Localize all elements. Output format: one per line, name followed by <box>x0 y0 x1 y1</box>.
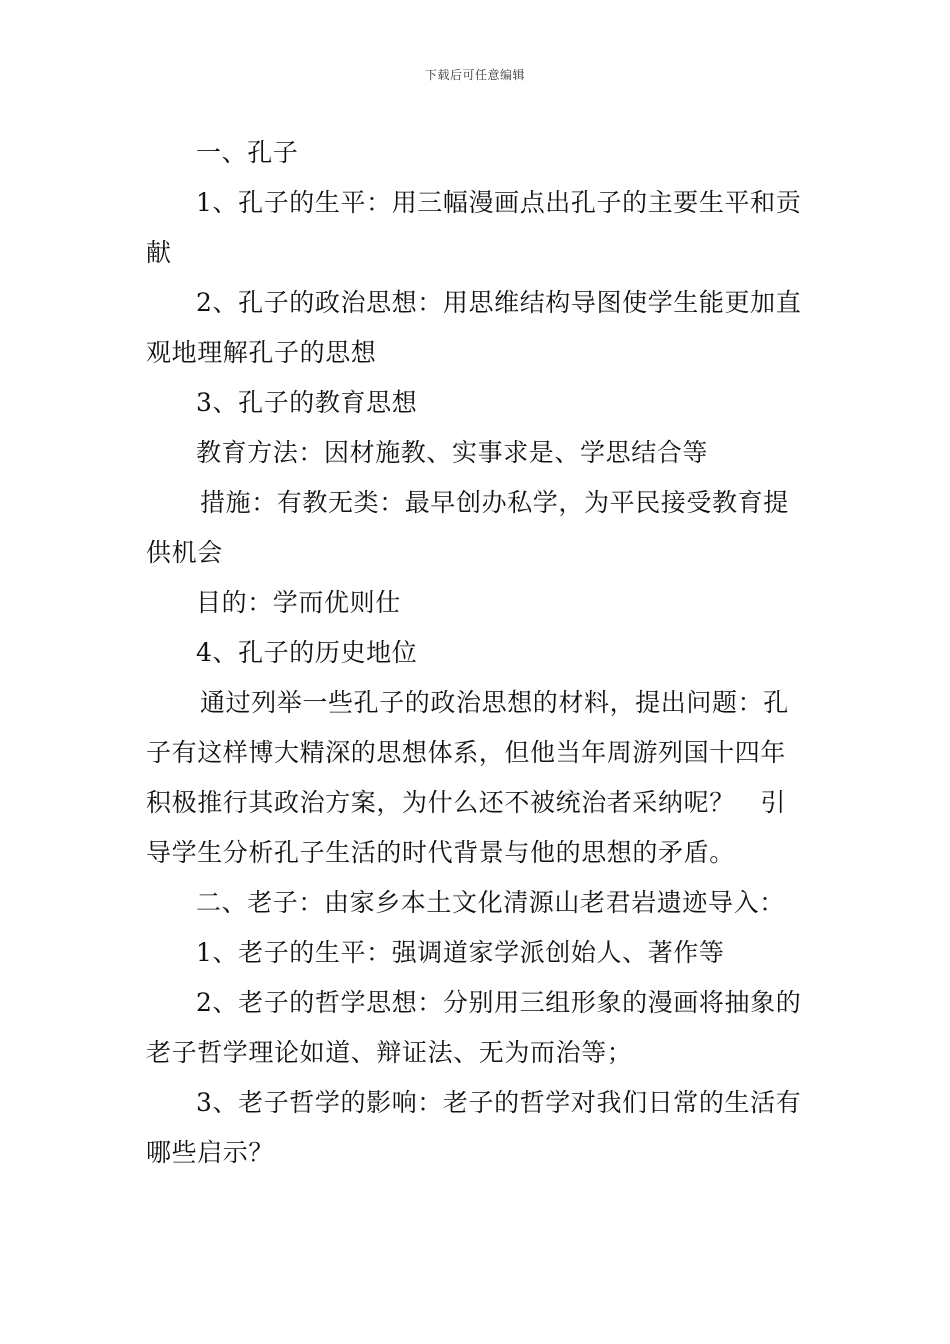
paragraph-laozi-influence: 3、老子哲学的影响：老子的哲学对我们日常的生活有哪些启示？ <box>146 1088 802 1167</box>
paragraph-laozi-life: 1、老子的生平：强调道家学派创始人、著作等 <box>196 938 725 967</box>
paragraph-education-measures: 措施：有教无类：最早创办私学，为平民接受教育提供机会 <box>146 488 789 567</box>
paragraph-confucius-politics: 2、孔子的政治思想：用思维结构导图使学生能更加直观地理解孔子的思想 <box>146 288 802 367</box>
paragraph-confucius-life: 1、孔子的生平：用三幅漫画点出孔子的主要生平和贡献 <box>146 188 802 267</box>
document-body <box>146 128 810 1178</box>
section-heading-confucius: 一、孔子 <box>196 138 299 167</box>
paragraph-education-methods: 教育方法：因材施教、实事求是、学思结合等 <box>196 438 709 467</box>
header-note: 下载后可任意编辑 <box>424 68 525 82</box>
paragraph-laozi-philosophy: 2、老子的哲学思想：分别用三组形象的漫画将抽象的老子哲学理论如道、辩证法、无为而治等； <box>146 988 802 1067</box>
paragraph-confucius-status: 4、孔子的历史地位 <box>196 638 418 667</box>
paragraph-confucius-education: 3、孔子的教育思想 <box>196 388 418 417</box>
section-heading-laozi: 二、老子：由家乡本土文化清源山老君岩遗迹导入： <box>196 888 785 917</box>
paragraph-education-purpose: 目的：学而优则仕 <box>196 588 401 617</box>
paragraph-discussion-question: 通过列举一些孔子的政治思想的材料，提出问题：孔子有这样博大精深的思想体系，但他当年周游列国十四年积极推行其政治方案，为什么还不被统治者采纳呢？ 引导学生分析孔子生活的时代背景与他的思想的矛盾。 <box>146 688 789 867</box>
